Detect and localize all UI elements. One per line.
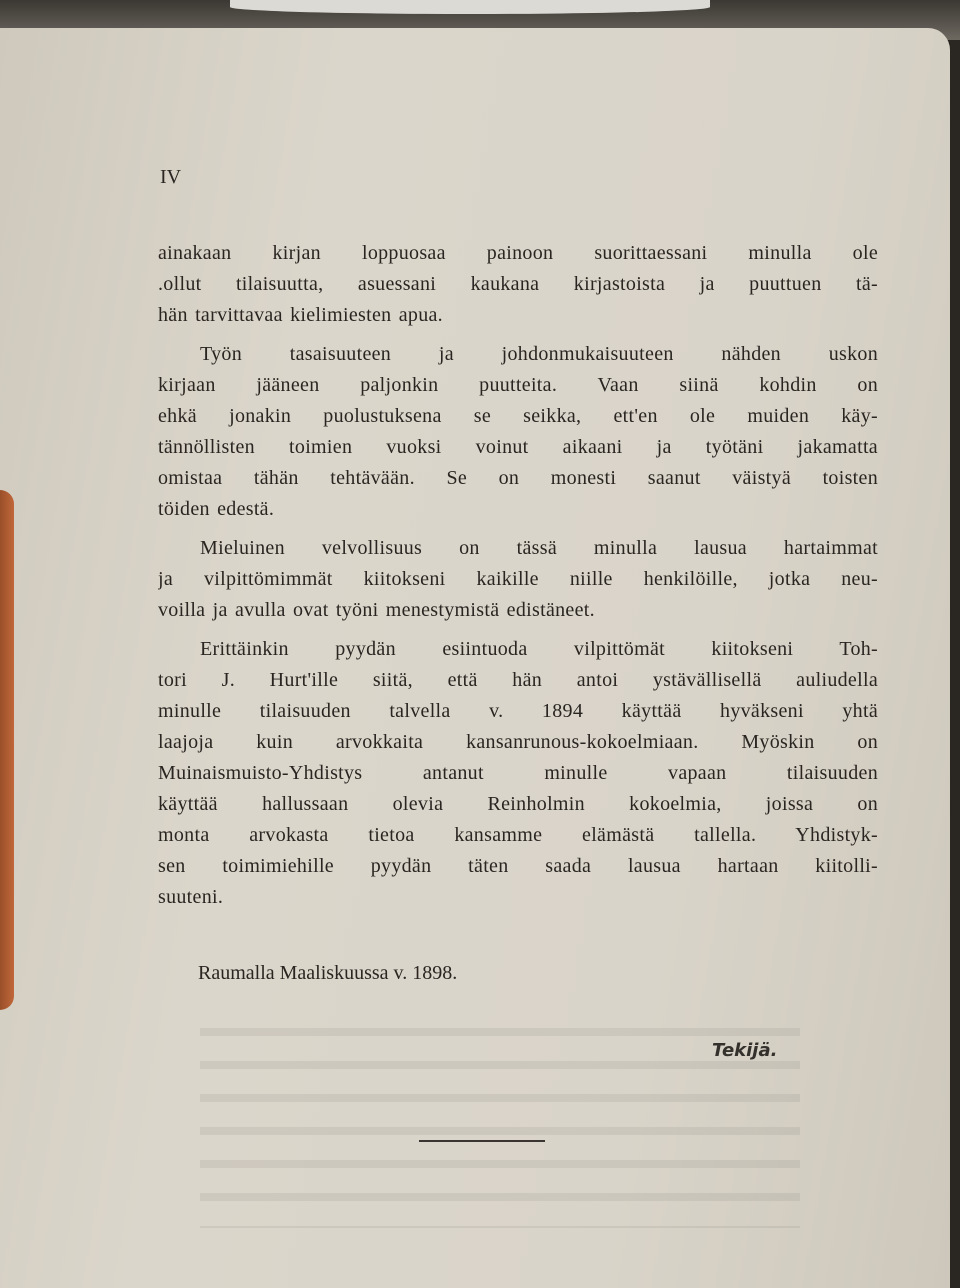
- paragraph: [158, 339, 878, 525]
- text-line: kirjaan jääneen paljonkin puutteita. Vaan siinä kohdin on: [158, 374, 878, 396]
- text-line: suuteni.: [158, 886, 224, 908]
- text-line: .ollut tilaisuutta, asuessani kaukana kirjastoista ja puuttuen tä-: [158, 273, 878, 295]
- text-line: ainakaan kirjan loppuosaa painoon suorittaessani minulla ole: [158, 242, 878, 264]
- text-line: ehkä jonakin puolustuksena se seikka, ett'en ole muiden käy-: [158, 405, 878, 427]
- text-line: ja vilpittömimmät kiitokseni kaikille niille henkilöille, jotka neu-: [158, 568, 878, 590]
- text-line: töiden edestä.: [158, 498, 275, 520]
- text-line: Mieluinen velvollisuus on tässä minulla lausua hartaimmat: [200, 537, 878, 559]
- text-line: omistaa tähän tehtävään. Se on monesti saanut väistyä toisten: [158, 467, 878, 489]
- signature: Tekijä.: [712, 1040, 778, 1061]
- text-line: tännöllisten toimien vuoksi voinut aikaani ja työtäni jakamatta: [158, 436, 878, 458]
- paragraph: [158, 238, 878, 331]
- text-line: laajoja kuin arvokkaita kansanrunous-kokoelmiaan. Myöskin on: [158, 731, 878, 753]
- end-rule: [419, 1140, 545, 1142]
- page-number: IV: [160, 166, 182, 188]
- body-text: [158, 238, 878, 921]
- text-line: voilla ja avulla ovat työni menestymistä edistäneet.: [158, 599, 595, 621]
- text-line: Erittäinkin pyydän esiintuoda vilpittömät kiitokseni Toh-: [200, 638, 878, 660]
- text-line: minulle tilaisuuden talvella v. 1894 käyttää hyväkseni yhtä: [158, 700, 878, 722]
- finger: [0, 490, 14, 1010]
- paragraph: [158, 634, 878, 913]
- text-line: Työn tasaisuuteen ja johdonmukaisuuteen nähden uskon: [200, 343, 878, 365]
- text-line: tori J. Hurt'ille siitä, että hän antoi ystävällisellä auliudella: [158, 669, 878, 691]
- paragraph: [158, 533, 878, 626]
- text-line: sen toimimiehille pyydän täten saada lausua hartaan kiitolli-: [158, 855, 878, 877]
- place-date: Raumalla Maaliskuussa v. 1898.: [198, 962, 458, 984]
- text-line: käyttää hallussaan olevia Reinholmin kokoelmia, joissa on: [158, 793, 878, 815]
- text-line: hän tarvittavaa kielimiesten apua.: [158, 304, 443, 326]
- text-line: monta arvokasta tietoa kansamme elämästä tallella. Yhdistyk-: [158, 824, 878, 846]
- show-through-text: [200, 1028, 800, 1228]
- text-line: Muinaismuisto-Yhdistys antanut minulle vapaan tilaisuuden: [158, 762, 878, 784]
